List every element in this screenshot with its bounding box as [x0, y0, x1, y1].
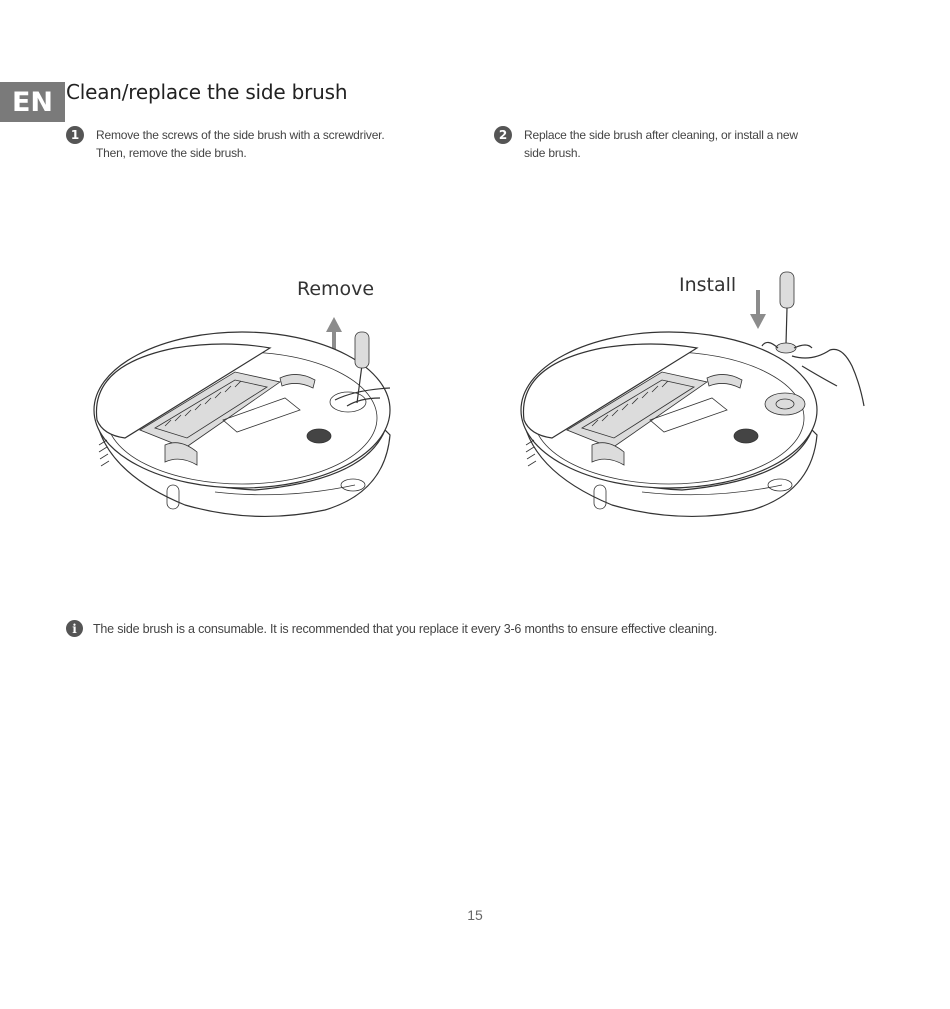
step-1-text [96, 126, 384, 162]
screwdriver-handle [355, 332, 369, 368]
remove-label: Remove [297, 278, 375, 300]
step-1-line-1: Remove the screws of the side brush with a screwdriver. [96, 128, 385, 142]
screwdriver-handle [780, 272, 794, 308]
caster-wheel [734, 429, 758, 443]
step-1 [66, 126, 446, 162]
page-number: 15 [467, 907, 483, 923]
robot-vacuum-remove-drawing [85, 270, 425, 540]
side-brush-hub [776, 343, 796, 353]
language-tab: EN [0, 82, 65, 122]
note-text: The side brush is a consumable. It is recommended that you replace it every 3-6 months to ensure effective cleaning. [93, 621, 718, 636]
caster-wheel [307, 429, 331, 443]
step-2-text [524, 126, 798, 162]
step-2 [494, 126, 844, 162]
install-illustration [512, 266, 872, 540]
info-icon: i [66, 620, 83, 637]
screwdriver-shaft [786, 308, 787, 344]
up-arrow-icon [326, 317, 342, 332]
step-2-number-icon: 2 [494, 126, 512, 144]
page-title: Clean/replace the side brush [66, 80, 348, 104]
side-brush-socket [765, 393, 805, 415]
side-brush-bristle-2 [794, 345, 812, 348]
note [66, 620, 717, 637]
step-1-line-2: Then, remove the side brush. [96, 146, 247, 160]
install-label: Install [679, 274, 737, 296]
robot-vacuum-install-drawing [512, 266, 872, 540]
down-arrow-icon [750, 314, 766, 329]
step-2-line-1: Replace the side brush after cleaning, or install a new [524, 128, 798, 142]
step-2-line-2: side brush. [524, 146, 581, 160]
step-1-number-icon: 1 [66, 126, 84, 144]
side-brush-bristle [762, 342, 778, 348]
down-arrow-shaft [756, 290, 760, 316]
remove-illustration [85, 270, 425, 540]
